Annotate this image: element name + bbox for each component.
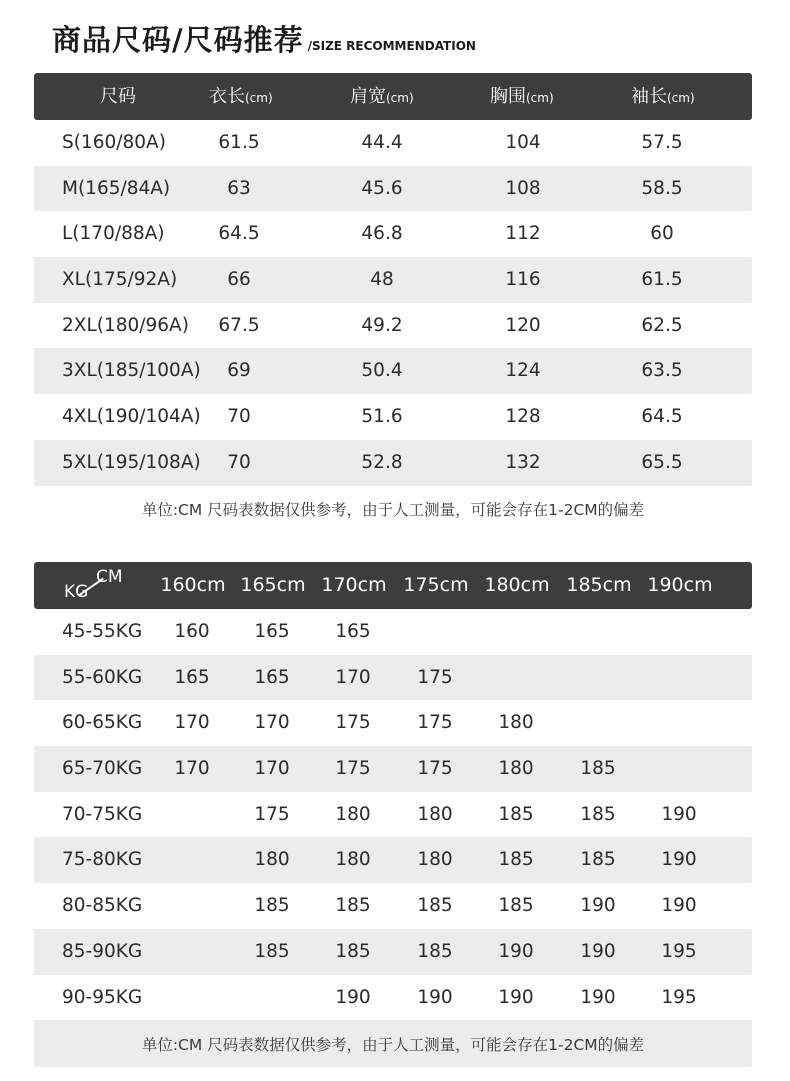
weight-label: 85-90KG (62, 940, 143, 962)
size-value: 128 (505, 406, 541, 428)
size-value: 61.5 (641, 269, 683, 291)
weight-label: 55-60KG (62, 666, 143, 688)
weight-row (34, 883, 752, 929)
recommended-size: 170 (254, 758, 290, 780)
height-column-header: 180cm (484, 574, 550, 596)
recommended-size: 185 (498, 849, 534, 871)
recommended-size: 190 (498, 986, 534, 1008)
column-header-size: 尺码 (100, 86, 136, 107)
recommended-size: 165 (254, 621, 290, 642)
size-value: 57.5 (641, 132, 683, 153)
recommended-size: 185 (254, 940, 290, 962)
weight-row (34, 792, 752, 838)
size-row (34, 120, 752, 166)
size-row (34, 211, 752, 257)
recommended-size: 175 (335, 712, 371, 734)
size-value: 63 (227, 177, 251, 199)
weight-label: 75-80KG (62, 849, 143, 871)
size-value: 132 (505, 451, 541, 473)
height-column-header: 165cm (240, 574, 306, 596)
page-subtitle: /SIZE RECOMMENDATION (307, 39, 476, 53)
column-header-sleeve: 袖长(cm) (631, 86, 695, 107)
weight-row (34, 837, 752, 883)
size-value: 46.8 (361, 223, 403, 245)
size-value: 64.5 (218, 223, 260, 245)
size-value: 70 (227, 451, 251, 473)
page-title: 商品尺码/尺码推荐 (52, 23, 304, 57)
recommend-table-note: 单位:CM 尺码表数据仅供参考，由于人工测量，可能会存在1-2CM的偏差 (34, 1020, 752, 1067)
weight-label: 80-85KG (62, 895, 143, 917)
size-label: XL(175/92A) (62, 269, 178, 291)
size-value: 48 (370, 269, 394, 291)
recommended-size: 190 (580, 986, 616, 1008)
corner-label-cm: CM (96, 567, 123, 587)
recommended-size: 185 (254, 895, 290, 917)
size-label: L(170/88A) (62, 223, 165, 245)
size-value: 44.4 (361, 132, 403, 153)
recommended-size: 190 (580, 940, 616, 962)
size-table-note: 单位:CM 尺码表数据仅供参考，由于人工测量，可能会存在1-2CM的偏差 (141, 501, 645, 519)
recommended-size: 180 (254, 849, 290, 871)
weight-row (34, 975, 752, 1021)
size-table (34, 73, 752, 533)
recommended-size: 165 (254, 666, 290, 688)
recommended-size: 185 (417, 895, 453, 917)
size-value: 63.5 (641, 360, 683, 382)
recommended-size: 165 (174, 666, 210, 688)
size-row (34, 348, 752, 394)
recommended-size: 190 (498, 940, 534, 962)
size-row (34, 394, 752, 440)
recommended-size: 185 (335, 940, 371, 962)
recommended-size: 175 (335, 758, 371, 780)
size-value: 64.5 (641, 406, 683, 428)
size-value: 70 (227, 406, 251, 428)
weight-row (34, 655, 752, 701)
column-header-chest: 胸围(cm) (490, 86, 554, 107)
size-label: 4XL(190/104A) (62, 406, 201, 428)
weight-row (34, 609, 752, 655)
height-column-header: 175cm (403, 574, 469, 596)
recommended-size: 170 (254, 712, 290, 734)
size-row (34, 166, 752, 212)
recommended-size: 195 (661, 940, 697, 962)
size-value: 49.2 (361, 314, 403, 336)
size-value: 116 (505, 269, 541, 291)
recommended-size: 175 (417, 712, 453, 734)
page-title-block (52, 18, 476, 58)
recommend-table-header (34, 562, 752, 609)
weight-row (34, 746, 752, 792)
recommended-size: 160 (174, 621, 210, 642)
recommended-size: 180 (417, 849, 453, 871)
weight-label: 70-75KG (62, 803, 143, 825)
size-value: 112 (505, 223, 541, 245)
recommended-size: 175 (417, 666, 453, 688)
size-value: 51.6 (361, 406, 403, 428)
size-value: 67.5 (218, 314, 260, 336)
recommended-size: 195 (661, 986, 697, 1008)
recommended-size: 185 (580, 849, 616, 871)
weight-label: 45-55KG (62, 621, 143, 642)
size-label: S(160/80A) (62, 132, 166, 153)
size-label: 2XL(180/96A) (62, 314, 189, 336)
column-header-length: 衣长(cm) (209, 86, 273, 107)
recommended-size: 180 (417, 803, 453, 825)
recommended-size: 165 (335, 621, 371, 642)
size-row (34, 440, 752, 486)
recommended-size: 190 (335, 986, 371, 1008)
weight-row (34, 929, 752, 975)
corner-label-kg: KG (64, 582, 89, 602)
recommended-size: 175 (254, 803, 290, 825)
recommended-size: 170 (335, 666, 371, 688)
size-value: 61.5 (218, 132, 260, 153)
weight-row (34, 700, 752, 746)
recommended-size: 180 (335, 849, 371, 871)
size-table-body (34, 120, 752, 486)
recommended-size: 180 (498, 758, 534, 780)
size-value: 124 (505, 360, 541, 382)
weight-label: 60-65KG (62, 712, 143, 734)
height-column-header: 160cm (160, 574, 226, 596)
recommend-table-body (34, 609, 752, 1020)
height-column-header: 190cm (647, 574, 713, 596)
size-value: 50.4 (361, 360, 403, 382)
size-table-header (34, 73, 752, 120)
recommended-size: 190 (417, 986, 453, 1008)
recommended-size: 175 (417, 758, 453, 780)
size-value: 45.6 (361, 177, 403, 199)
recommended-size: 185 (417, 940, 453, 962)
size-value: 65.5 (641, 451, 683, 473)
size-row (34, 303, 752, 349)
size-value: 52.8 (361, 451, 403, 473)
recommended-size: 185 (498, 803, 534, 825)
recommended-size: 190 (661, 803, 697, 825)
size-value: 69 (227, 360, 251, 382)
size-value: 66 (227, 269, 251, 291)
weight-label: 90-95KG (62, 986, 143, 1008)
recommended-size: 190 (661, 849, 697, 871)
size-value: 120 (505, 314, 541, 336)
recommend-table (34, 562, 752, 1067)
size-value: 60 (650, 223, 674, 245)
recommended-size: 170 (174, 712, 210, 734)
height-column-header: 185cm (566, 574, 632, 596)
recommended-size: 190 (661, 895, 697, 917)
size-value: 108 (505, 177, 541, 199)
size-label: M(165/84A) (62, 177, 171, 199)
weight-label: 65-70KG (62, 758, 143, 780)
recommended-size: 185 (580, 803, 616, 825)
size-value: 62.5 (641, 314, 683, 336)
recommended-size: 185 (335, 895, 371, 917)
column-header-shoulder: 肩宽(cm) (350, 86, 414, 107)
size-row (34, 257, 752, 303)
recommended-size: 190 (580, 895, 616, 917)
recommended-size: 170 (174, 758, 210, 780)
size-value: 58.5 (641, 177, 683, 199)
size-value: 104 (505, 132, 541, 153)
recommended-size: 180 (498, 712, 534, 734)
size-label: 3XL(185/100A) (62, 360, 201, 382)
recommended-size: 180 (335, 803, 371, 825)
recommended-size: 185 (498, 895, 534, 917)
size-label: 5XL(195/108A) (62, 451, 201, 473)
recommended-size: 185 (580, 758, 616, 780)
height-column-header: 170cm (321, 574, 387, 596)
